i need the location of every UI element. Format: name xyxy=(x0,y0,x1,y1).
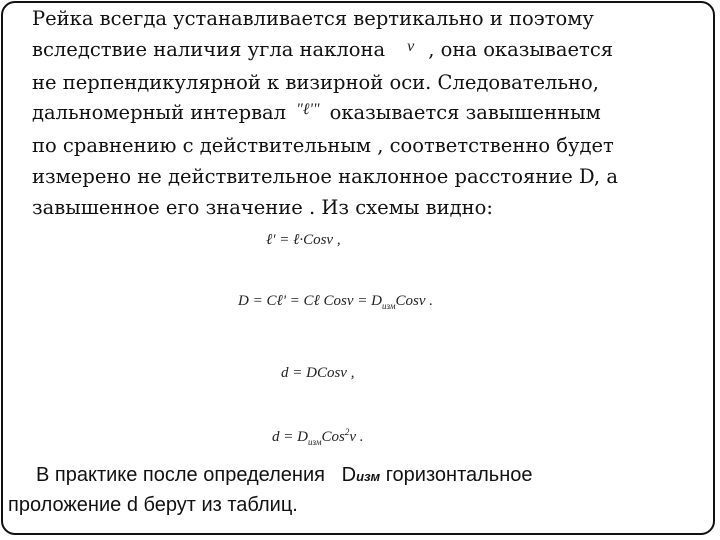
nu-symbol: ν xyxy=(407,37,415,55)
d-subscript: изм xyxy=(356,469,381,484)
para-line-2 xyxy=(32,35,704,68)
formula-1: ℓ' = ℓ·Cosν , xyxy=(266,232,341,248)
formula-3: d = DCosν , xyxy=(281,365,355,381)
para-line-5: по сравнению с действительным , соответственно будет xyxy=(32,134,614,158)
para-line-1: Рейка всегда устанавливается вертикально и поэтому xyxy=(32,7,594,30)
main-paragraph xyxy=(32,4,704,224)
para-line-3: не перпендикулярной к визирной оси. Следовательно, xyxy=(32,70,599,94)
formula-2: D = Cℓ' = Cℓ $Cos\nu = D_{изм}Cos\nu$ . xyxy=(238,293,434,311)
para-line-7: завышенное его значение . Из схемы видно: xyxy=(32,195,493,219)
para-line-4-a: дальномерный интервал xyxy=(32,101,287,125)
para-line-2-a: вследствие наличия угла наклона xyxy=(32,37,386,61)
bottom-line-2: проложение d берут из таблиц. xyxy=(8,494,298,516)
para-line-2-b: , она оказывается xyxy=(428,37,614,61)
para-line-6: измерено не действительное наклонное расстояние D, а xyxy=(32,164,618,188)
bottom-line-1: В практике после определения Dизм горизонтальное xyxy=(36,464,533,486)
para-line-4-b: оказывается завышенным xyxy=(329,101,601,125)
formula-4: $d = D_{изм}Cos^2\nu$ . xyxy=(272,427,364,447)
l-prime-symbol: "ℓ'" xyxy=(296,101,320,119)
bottom-paragraph xyxy=(8,461,708,520)
para-line-4 xyxy=(32,98,704,131)
d-symbol: D xyxy=(341,464,357,486)
